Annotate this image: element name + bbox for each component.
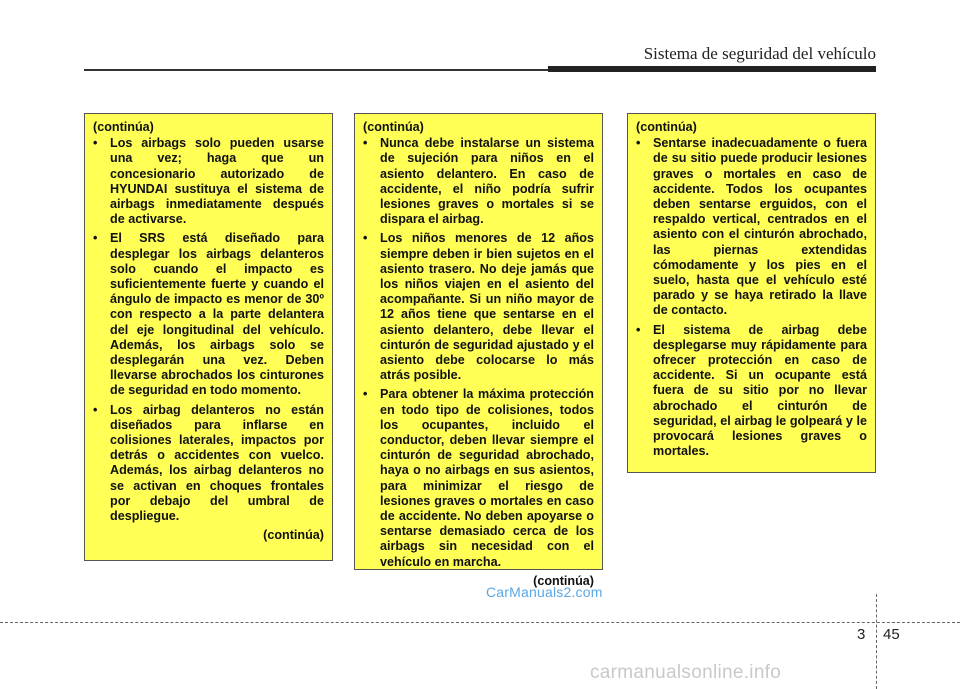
list-item-text: Los airbag delanteros no están diseñados para inflarse en colisiones laterales, impactos por detrás o accidentes con vuelco. Además, los airbag delanteros no se activan en choques frontales por debajo del umbral de despliegue. (110, 402, 324, 524)
bullet-icon: • (636, 136, 641, 151)
bullet-list (363, 136, 594, 570)
list-item (363, 231, 594, 383)
watermark-carmanualsonline: carmanualsonline.info (590, 662, 782, 683)
continued-heading: (continúa) (636, 120, 697, 134)
warning-box-1 (84, 113, 333, 561)
bullet-icon: • (93, 231, 98, 246)
footer-rule (0, 622, 960, 623)
list-item (93, 403, 324, 525)
list-item-text: El sistema de airbag debe desplegarse muy rápidamente para ofrecer protección en caso de accidente. Si un ocupante está fuera de su sitio por no llevar abrochado el cinturón de seguridad, el airbag le golpeará y le provocará lesiones graves o mortales. (653, 322, 867, 459)
list-item (636, 323, 867, 460)
bullet-icon: • (93, 136, 98, 151)
list-item-text: Sentarse inadecuadamente o fuera de su sitio puede producir lesiones graves o mortales en caso de accidente. Todos los ocupantes deben sentarse erguidos, con el respaldo vertical, centrados en el asiento con el cinturón abrochado, las piernas extendidas cómodamente y los pies en el suelo, hasta que el vehículo esté parado y se haya retirado la llave de contacto. (653, 136, 867, 318)
bullet-icon: • (363, 231, 368, 246)
list-item-text: Los niños menores de 12 años siempre deben ir bien sujetos en el asiento trasero. No deje jamás que los niños viajen en el asiento del acompañante. Si un niño mayor de 12 años tiene que sentarse en el asiento delantero, debe llevar el cinturón de seguridad ajustado y el asiento debe colocarse lo más atrás posible. (380, 231, 594, 383)
list-item (636, 136, 867, 318)
list-item-text: El SRS está diseñado para desplegar los airbags delanteros solo cuando el impacto es suficientemente fuerte y cuando el ángulo de impacto es menor de 30º con respecto a la parte delantera del eje longitudinal del vehículo. Además, los airbags solo se desplegarán una vez. Deben llevarse abrochados los cinturones de seguridad en todo momento. (110, 231, 324, 398)
continued-footer: (continúa) (533, 573, 594, 588)
bullet-list (636, 136, 867, 459)
bullet-icon: • (363, 387, 368, 402)
watermark-carmanuals2: CarManuals2.com (486, 584, 603, 600)
header-rule (84, 69, 549, 71)
list-item (363, 136, 594, 227)
list-item (363, 387, 594, 569)
section-title: Sistema de seguridad del vehículo (643, 44, 876, 63)
warning-box-2 (354, 113, 603, 588)
bullet-icon: • (93, 402, 98, 417)
list-item-text: Nunca debe instalarse un sistema de sujeción para niños en el asiento delantero. En caso de accidente, el niño podría sufrir lesiones graves o mortales si se dispara el airbag. (380, 136, 594, 227)
continued-heading: (continúa) (93, 120, 154, 134)
list-item-text: Los airbags solo pueden usarse una vez; haga que un concesionario autorizado de HYUNDAI sustituya el sistema de airbags inmediatamente después de activarse. (110, 136, 324, 227)
list-item (93, 136, 324, 227)
bullet-icon: • (363, 136, 368, 151)
page-number: 45 (883, 626, 900, 643)
header-rule-accent (548, 66, 876, 72)
warning-box-3 (627, 113, 876, 473)
continued-footer: (continúa) (263, 528, 324, 543)
chapter-number: 3 (857, 626, 866, 643)
list-item (93, 231, 324, 398)
page-number-divider (876, 594, 877, 689)
bullet-icon: • (636, 322, 641, 337)
bullet-list (93, 136, 324, 524)
list-item-text: Para obtener la máxima protección en todo tipo de colisiones, todos los ocupantes, incluido el conductor, deben llevar siempre el cinturón de seguridad abrochado, haya o no airbags en sus asientos, para minimizar el riesgo de lesiones graves o mortales en caso de accidente. No deben apoyarse o sentarse demasiado cerca de los airbags sin necesidad con el vehículo en marcha. (380, 387, 594, 569)
continued-heading: (continúa) (363, 120, 424, 134)
